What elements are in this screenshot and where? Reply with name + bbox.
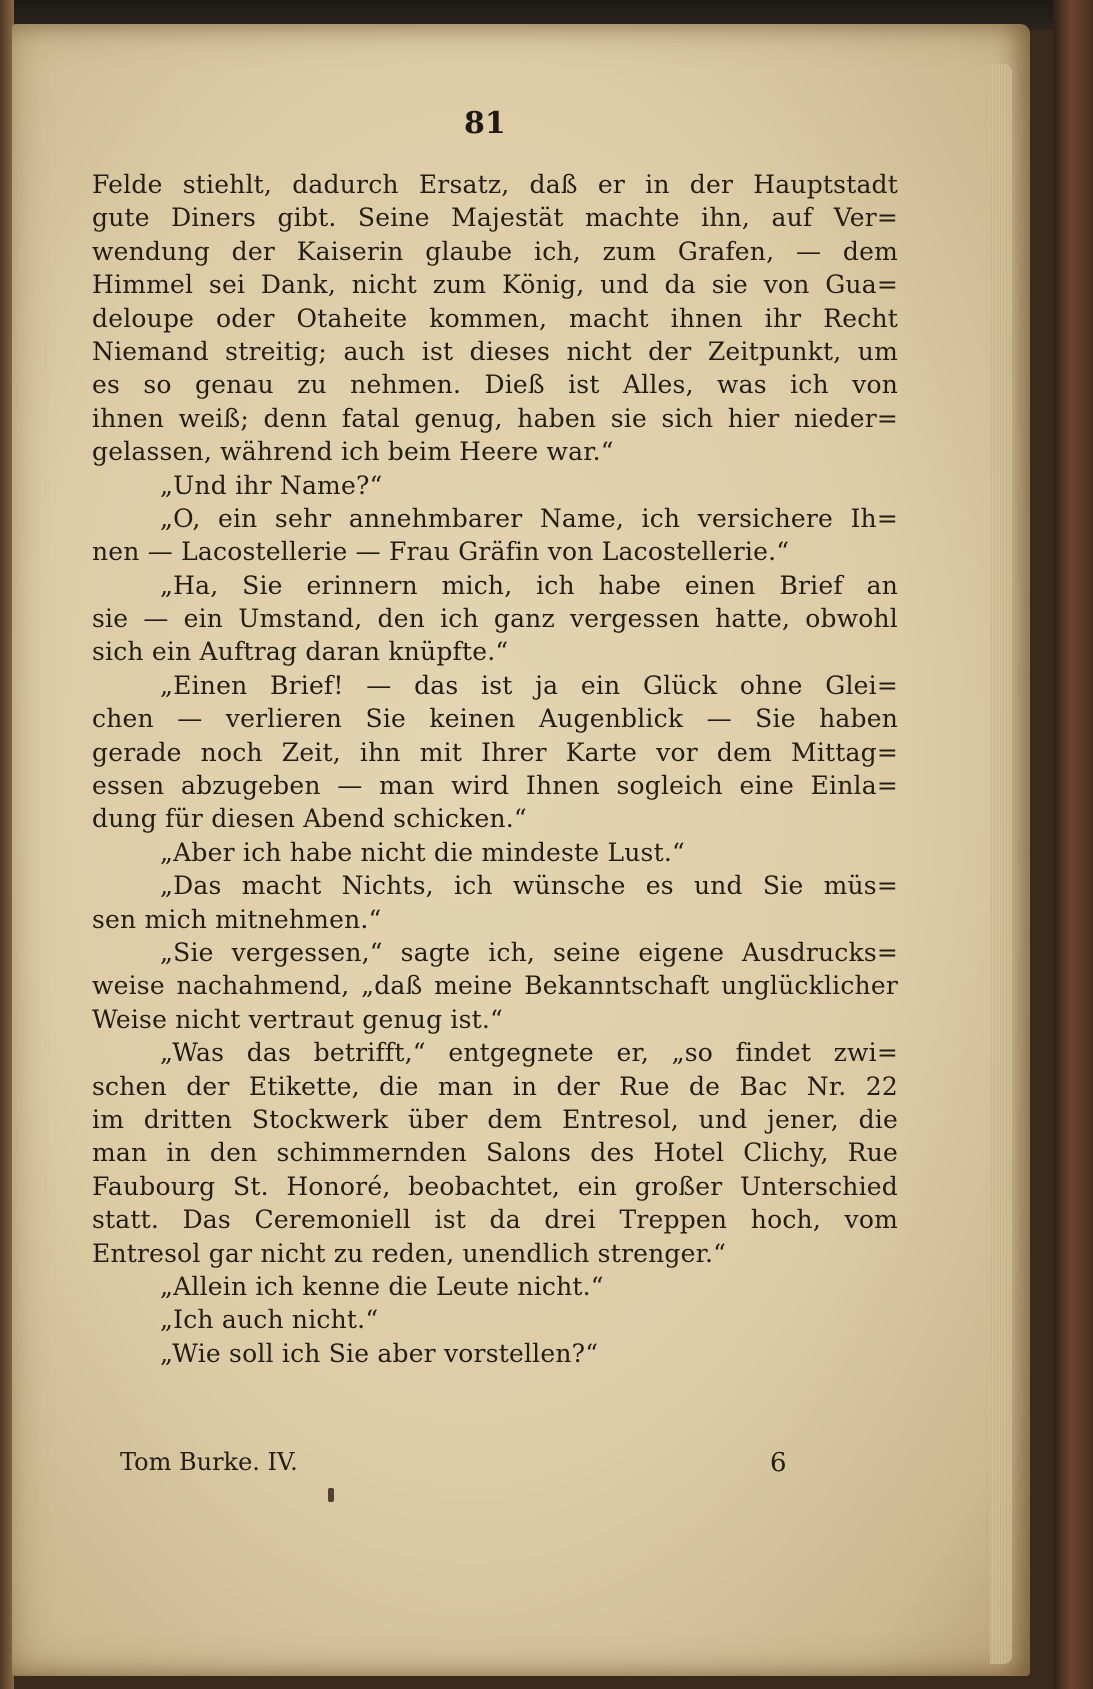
text-line: chen — verlieren Sie keinen Augenblick — Sie haben [92, 704, 898, 734]
text-line: im dritten Stockwerk über dem Entresol, und jener, die [92, 1104, 898, 1134]
text-line: sen mich mitnehmen.“ [92, 904, 382, 934]
body-text [92, 168, 898, 1370]
book-cover-right-edge [1053, 0, 1093, 1689]
text-line: man in den schimmernden Salons des Hotel Clichy, Rue [92, 1138, 898, 1168]
text-line: ihnen weiß; denn fatal genug, haben sie sich hier nieder= [92, 403, 898, 433]
text-line: gute Diners gibt. Seine Majestät machte ihn, auf Ver= [92, 203, 898, 233]
page-stack-edge [990, 64, 1012, 1664]
text-line: Felde stiehlt, dadurch Ersatz, daß er in der Hauptstadt [92, 170, 898, 199]
page-footer [120, 1448, 800, 1482]
signature-mark: Tom Burke. IV. [120, 1448, 298, 1476]
text-line: deloupe oder Otaheite kommen, macht ihnen ihr Recht [92, 303, 898, 333]
text-line: essen abzugeben — man wird Ihnen sogleich eine Einla= [92, 771, 898, 801]
text-line: Niemand streitig; auch ist dieses nicht der Zeitpunkt, um [92, 336, 898, 366]
text-line: „Aber ich habe nicht die mindeste Lust.“ [160, 837, 685, 867]
text-line: Faubourg St. Honoré, beobachtet, ein großer Unterschied [92, 1171, 898, 1201]
text-line: „Was das betrifft,“ entgegnete er, „so findet zwi= [160, 1038, 898, 1068]
ink-blot [328, 1488, 334, 1502]
text-line: gerade noch Zeit, ihn mit Ihrer Karte vor dem Mittag= [92, 737, 898, 767]
text-line: Himmel sei Dank, nicht zum König, und da sie von Gua= [92, 270, 898, 300]
page-number: 81 [464, 106, 506, 141]
text-line: sie — ein Umstand, den ich ganz vergessen hatte, obwohl [92, 604, 898, 634]
text-line: schen der Etikette, die man in der Rue de Bac Nr. 22 [92, 1071, 898, 1101]
text-line: statt. Das Ceremoniell ist da drei Treppen hoch, vom [92, 1205, 898, 1235]
text-line: „Sie vergessen,“ sagte ich, seine eigene Ausdrucks= [160, 937, 898, 967]
text-line: gelassen, während ich beim Heere war.“ [92, 437, 614, 467]
text-line: „Wie soll ich Sie aber vorstellen?“ [160, 1338, 599, 1368]
text-line: „Ich auch nicht.“ [160, 1305, 379, 1335]
text-line: „O, ein sehr annehmbarer Name, ich versichere Ih= [160, 503, 898, 533]
text-line: weise nachahmend, „daß meine Bekanntschaft unglücklicher [92, 971, 898, 1001]
text-line: „Und ihr Name?“ [160, 470, 383, 500]
text-line: dung für diesen Abend schicken.“ [92, 804, 527, 834]
text-line: Entresol gar nicht zu reden, unendlich strenger.“ [92, 1238, 727, 1268]
text-line: es so genau zu nehmen. Dieß ist Alles, was ich von [92, 370, 898, 400]
text-line: „Ha, Sie erinnern mich, ich habe einen Brief an [160, 570, 898, 600]
text-line: „Allein ich kenne die Leute nicht.“ [160, 1271, 604, 1301]
text-line: Weise nicht vertraut genug ist.“ [92, 1004, 504, 1034]
text-line: wendung der Kaiserin glaube ich, zum Grafen, — dem [92, 236, 898, 266]
text-line: sich ein Auftrag daran knüpfte.“ [92, 637, 509, 667]
text-line: nen — Lacostellerie — Frau Gräfin von Lacostellerie.“ [92, 537, 790, 567]
sheet-number: 6 [770, 1448, 787, 1478]
text-line: „Das macht Nichts, ich wünsche es und Sie müs= [160, 871, 898, 901]
text-line: „Einen Brief! — das ist ja ein Glück ohne Glei= [160, 670, 898, 700]
